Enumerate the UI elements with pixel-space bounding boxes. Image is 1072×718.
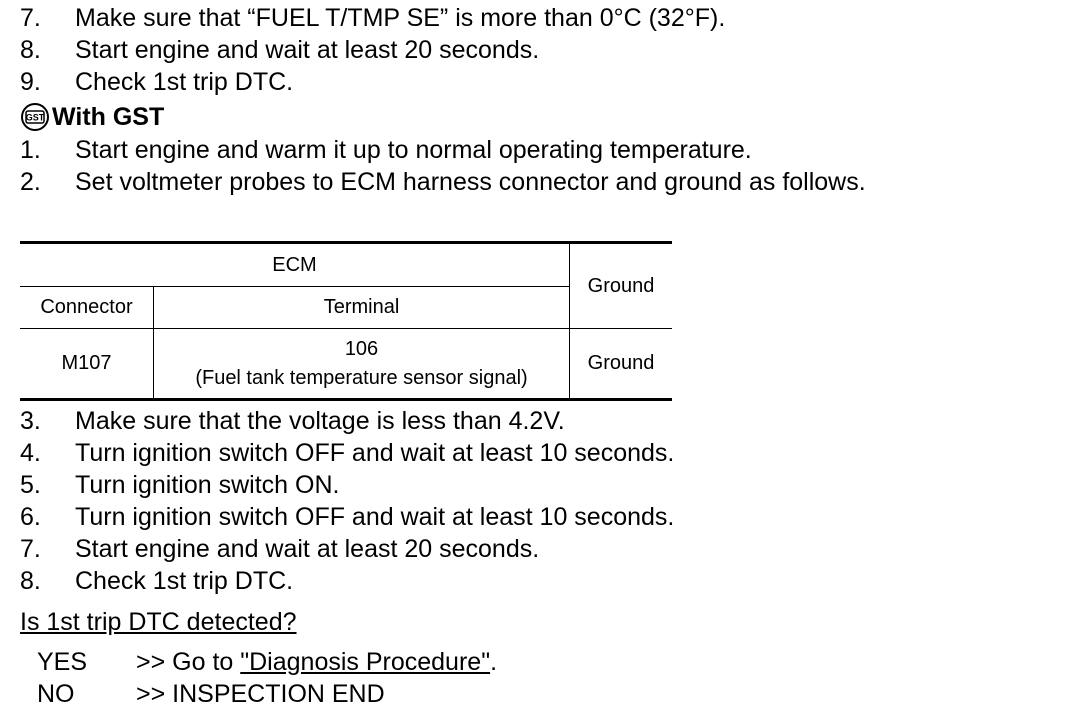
step-number: 3. xyxy=(20,407,41,435)
gst-icon-label: GST xyxy=(25,112,45,123)
answer-no xyxy=(37,678,385,710)
step-text: Make sure that the voltage is less than 4.2V. xyxy=(75,407,565,435)
dtc-question: Is 1st trip DTC detected? xyxy=(20,608,297,636)
connector-cell: M107 xyxy=(20,329,154,400)
gst-heading-text: With GST xyxy=(52,103,165,131)
step-number: 8. xyxy=(20,567,41,595)
diagnosis-procedure-link[interactable]: "Diagnosis Procedure" xyxy=(240,648,491,676)
step-7a xyxy=(20,2,725,34)
step-8a xyxy=(20,34,539,66)
step-number: 7. xyxy=(20,4,41,32)
step-text: Check 1st trip DTC. xyxy=(75,68,294,96)
step-6c xyxy=(20,501,674,533)
step-number: 4. xyxy=(20,439,41,467)
step-text: Turn ignition switch ON. xyxy=(75,471,340,499)
step-text: Check 1st trip DTC. xyxy=(75,567,294,595)
step-number: 6. xyxy=(20,503,41,531)
step-text: Start engine and warm it up to normal operating temperature. xyxy=(75,136,752,164)
step-1b xyxy=(20,134,752,166)
terminal-header: Terminal xyxy=(154,287,570,329)
gst-heading xyxy=(20,101,164,133)
answer-yes xyxy=(37,646,497,678)
step-text: Turn ignition switch OFF and wait at least 10 seconds. xyxy=(75,439,675,467)
ground-header: Ground xyxy=(570,243,673,329)
step-text: Set voltmeter probes to ECM harness connector and ground as follows. xyxy=(75,168,866,196)
gst-icon xyxy=(20,102,50,132)
step-text: Make sure that “FUEL T/TMP SE” is more than 0°C (32°F). xyxy=(75,4,726,32)
step-text: Turn ignition switch OFF and wait at least 10 seconds. xyxy=(75,503,675,531)
step-7c xyxy=(20,533,539,565)
step-5c xyxy=(20,469,339,501)
terminal-description: (Fuel tank temperature sensor signal) xyxy=(195,366,528,389)
no-text: >> INSPECTION END xyxy=(136,680,385,708)
connector-header: Connector xyxy=(20,287,154,329)
step-9a xyxy=(20,66,293,98)
terminal-number: 106 xyxy=(344,337,379,360)
step-number: 1. xyxy=(20,136,41,164)
step-text: Start engine and wait at least 20 seconds. xyxy=(75,36,540,64)
step-3c xyxy=(20,405,565,437)
step-number: 9. xyxy=(20,68,41,96)
step-number: 5. xyxy=(20,471,41,499)
ground-cell: Ground xyxy=(570,329,673,400)
terminal-cell xyxy=(154,329,570,400)
no-key: NO xyxy=(37,680,75,708)
step-4c xyxy=(20,437,674,469)
step-text: Start engine and wait at least 20 seconds. xyxy=(75,535,540,563)
ecm-header: ECM xyxy=(20,243,570,287)
step-8c xyxy=(20,565,293,597)
step-2b xyxy=(20,166,866,198)
step-number: 7. xyxy=(20,535,41,563)
step-number: 2. xyxy=(20,168,41,196)
step-number: 8. xyxy=(20,36,41,64)
yes-prefix: >> Go to xyxy=(136,648,241,676)
yes-suffix: . xyxy=(490,648,498,676)
yes-key: YES xyxy=(37,648,88,676)
ecm-ground-table xyxy=(20,241,672,401)
